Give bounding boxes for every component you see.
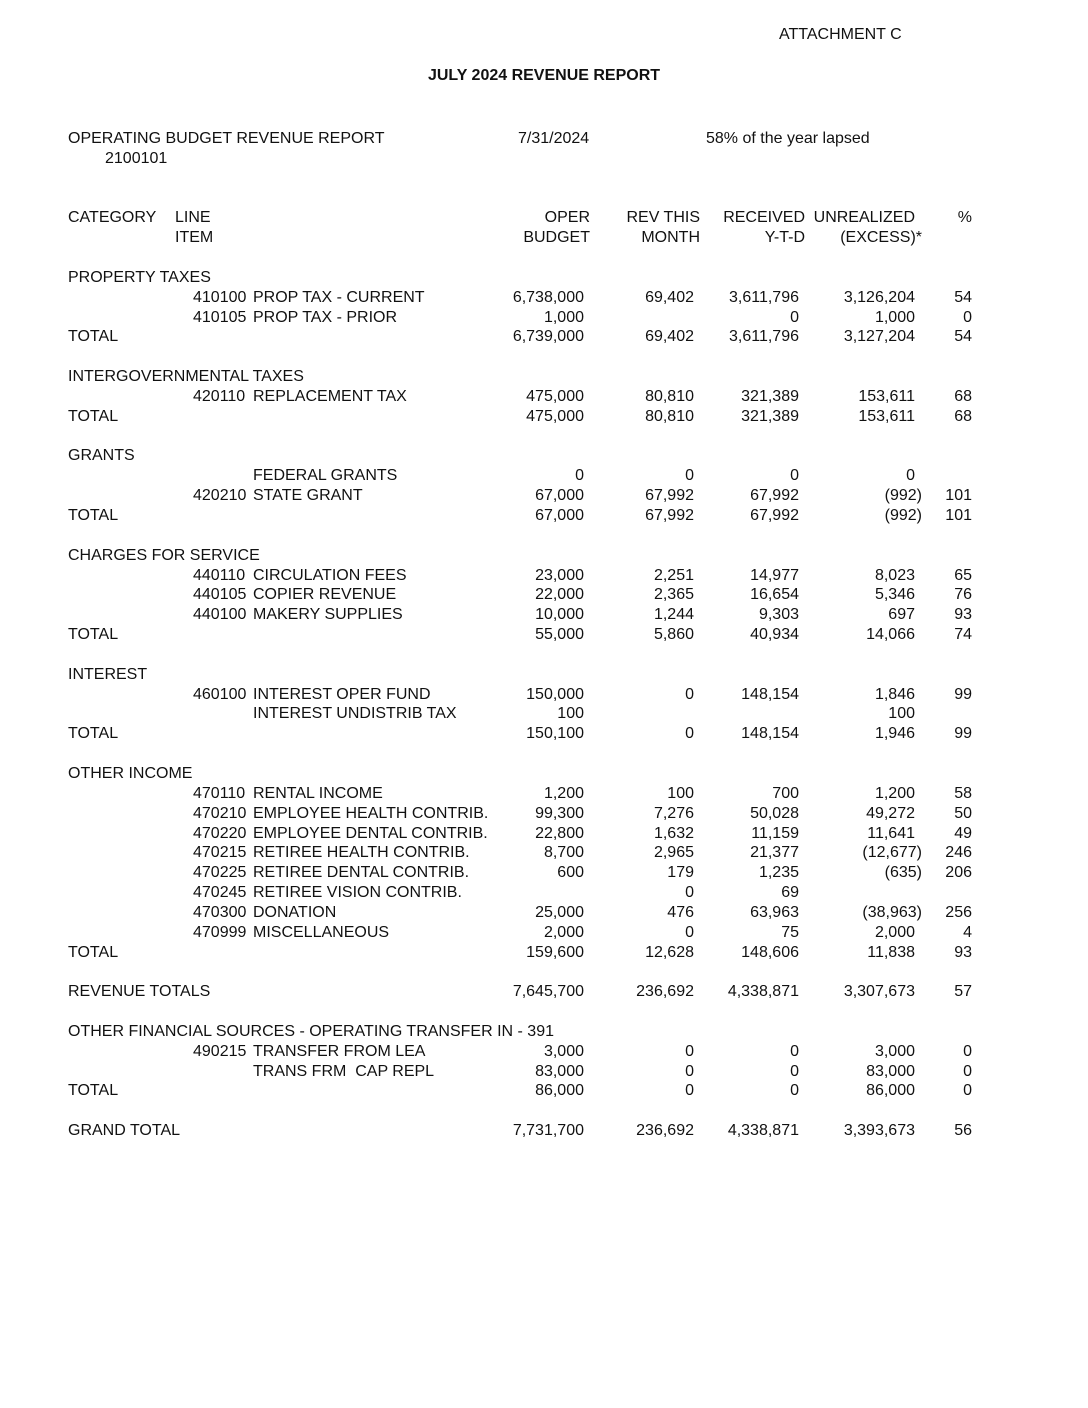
category-row — [0, 1022, 1088, 1042]
line-item-name: EMPLOYEE HEALTH CONTRIB. — [253, 805, 489, 822]
unrealized-cell: 3,127,204 — [843, 328, 915, 345]
rev-this-month-cell: 0 — [685, 884, 694, 901]
rev-this-month-cell: 236,692 — [636, 983, 694, 1000]
category-cell: TOTAL — [68, 626, 119, 643]
line-item-row — [0, 585, 1088, 605]
line-item-code: 440100 — [193, 606, 247, 623]
category-cell: OTHER INCOME — [68, 765, 193, 782]
category-row — [0, 546, 1088, 566]
category-cell: TOTAL — [68, 1082, 119, 1099]
header-budget: BUDGET — [523, 229, 590, 246]
oper-budget-cell: 150,000 — [526, 686, 584, 703]
category-row — [0, 982, 1088, 1002]
oper-budget-cell: 1,000 — [543, 309, 584, 326]
percent-cell: 246 — [945, 844, 972, 861]
percent-cell: 0 — [963, 1082, 972, 1099]
line-item-row — [0, 704, 1088, 724]
attachment-label: ATTACHMENT C — [779, 26, 902, 43]
percent-cell: 206 — [945, 864, 972, 881]
received-ytd-cell: 16,654 — [750, 586, 799, 603]
rev-this-month-cell: 2,965 — [653, 844, 694, 861]
line-item-name: TRANS FRM CAP REPL — [253, 1063, 435, 1080]
category-cell: REVENUE TOTALS — [68, 983, 211, 1000]
received-ytd-cell: 11,159 — [751, 825, 799, 842]
line-item-code: 440110 — [193, 567, 246, 584]
line-item-row — [0, 288, 1088, 308]
received-ytd-cell: 69 — [781, 884, 799, 901]
unrealized-cell: (12,677) — [862, 844, 922, 861]
received-ytd-cell: 0 — [790, 1043, 799, 1060]
unrealized-cell: 11,641 — [867, 825, 915, 842]
oper-budget-cell: 83,000 — [535, 1063, 584, 1080]
unrealized-cell: 697 — [888, 606, 915, 623]
line-item-row — [0, 486, 1088, 506]
percent-cell: 49 — [954, 825, 972, 842]
unrealized-cell: 153,611 — [858, 388, 915, 405]
line-item-name: EMPLOYEE DENTAL CONTRIB. — [253, 825, 488, 842]
line-item-row — [0, 605, 1088, 625]
rev-this-month-cell: 1,632 — [653, 825, 694, 842]
line-item-code: 490215 — [193, 1043, 247, 1060]
received-ytd-cell: 148,606 — [741, 944, 799, 961]
received-ytd-cell: 700 — [772, 785, 799, 802]
category-row — [0, 1121, 1088, 1141]
unrealized-cell: 0 — [906, 467, 915, 484]
oper-budget-cell: 100 — [557, 705, 584, 722]
received-ytd-cell: 0 — [790, 309, 799, 326]
unrealized-cell: 1,846 — [874, 686, 915, 703]
line-item-row — [0, 566, 1088, 586]
report-code: 2100101 — [105, 150, 168, 167]
line-item-code: 470210 — [193, 805, 247, 822]
total-row — [0, 506, 1088, 526]
line-item-name: PROP TAX - CURRENT — [253, 289, 425, 306]
line-item-name: DONATION — [253, 904, 337, 921]
category-cell: GRAND TOTAL — [68, 1122, 181, 1139]
total-row — [0, 943, 1088, 963]
received-ytd-cell: 21,377 — [750, 844, 799, 861]
oper-budget-cell: 7,731,700 — [512, 1122, 584, 1139]
report-date: 7/31/2024 — [518, 130, 590, 147]
line-item-code: 470215 — [193, 844, 247, 861]
unrealized-cell: 153,611 — [858, 408, 915, 425]
percent-cell: 76 — [954, 586, 972, 603]
line-item-code: 470110 — [193, 785, 246, 802]
category-row — [0, 665, 1088, 685]
line-item-code: 470999 — [193, 924, 247, 941]
percent-cell: 0 — [963, 309, 972, 326]
oper-budget-cell: 7,645,700 — [512, 983, 584, 1000]
line-item-name: RETIREE HEALTH CONTRIB. — [253, 844, 470, 861]
percent-cell: 68 — [954, 408, 972, 425]
oper-budget-cell: 67,000 — [535, 507, 584, 524]
received-ytd-cell: 3,611,796 — [729, 328, 799, 345]
unrealized-cell: 49,272 — [866, 805, 915, 822]
oper-budget-cell: 8,700 — [543, 844, 584, 861]
line-item-code: 470220 — [193, 825, 247, 842]
percent-cell: 93 — [954, 944, 972, 961]
line-item-code: 420110 — [193, 388, 246, 405]
percent-cell: 54 — [954, 289, 972, 306]
percent-cell: 50 — [954, 805, 972, 822]
line-item-name: INTEREST OPER FUND — [253, 686, 431, 703]
total-row — [0, 327, 1088, 347]
received-ytd-cell: 75 — [781, 924, 799, 941]
percent-cell: 256 — [945, 904, 972, 921]
line-item-name: REPLACEMENT TAX — [253, 388, 407, 405]
line-item-row — [0, 804, 1088, 824]
category-row — [0, 367, 1088, 387]
line-item-row — [0, 1062, 1088, 1082]
received-ytd-cell: 67,992 — [750, 507, 799, 524]
line-item-row — [0, 903, 1088, 923]
rev-this-month-cell: 0 — [685, 1043, 694, 1060]
line-item-row — [0, 308, 1088, 328]
report-name: OPERATING BUDGET REVENUE REPORT — [68, 130, 385, 147]
line-item-row — [0, 685, 1088, 705]
received-ytd-cell: 148,154 — [741, 725, 799, 742]
rev-this-month-cell: 0 — [685, 924, 694, 941]
header-ytd: Y-T-D — [764, 229, 805, 246]
header-line: LINE — [175, 209, 211, 226]
rev-this-month-cell: 69,402 — [645, 328, 694, 345]
percent-cell: 54 — [954, 328, 972, 345]
received-ytd-cell: 50,028 — [750, 805, 799, 822]
line-item-code: 470225 — [193, 864, 247, 881]
unrealized-cell: 86,000 — [866, 1082, 915, 1099]
line-item-row — [0, 824, 1088, 844]
line-item-code: 440105 — [193, 586, 247, 603]
header-oper: OPER — [544, 209, 590, 226]
oper-budget-cell: 22,000 — [535, 586, 584, 603]
rev-this-month-cell: 69,402 — [645, 289, 694, 306]
line-item-code: 470300 — [193, 904, 247, 921]
oper-budget-cell: 475,000 — [526, 388, 584, 405]
line-item-code: 410105 — [193, 309, 247, 326]
rev-this-month-cell: 67,992 — [645, 507, 694, 524]
header-excess: (EXCESS)* — [840, 229, 922, 246]
rev-this-month-cell: 7,276 — [653, 805, 694, 822]
line-item-name: TRANSFER FROM LEA — [253, 1043, 426, 1060]
percent-cell: 4 — [963, 924, 972, 941]
percent-cell: 65 — [954, 567, 972, 584]
oper-budget-cell: 475,000 — [526, 408, 584, 425]
unrealized-cell: 1,000 — [874, 309, 915, 326]
rev-this-month-cell: 100 — [667, 785, 694, 802]
percent-cell: 101 — [945, 507, 972, 524]
oper-budget-cell: 0 — [575, 467, 584, 484]
header-category: CATEGORY — [68, 209, 157, 226]
oper-budget-cell: 159,600 — [526, 944, 584, 961]
rev-this-month-cell: 0 — [685, 467, 694, 484]
percent-cell: 99 — [954, 725, 972, 742]
category-row — [0, 446, 1088, 466]
oper-budget-cell: 10,000 — [535, 606, 584, 623]
category-cell: TOTAL — [68, 944, 119, 961]
line-item-row — [0, 843, 1088, 863]
rev-this-month-cell: 0 — [685, 686, 694, 703]
oper-budget-cell: 86,000 — [535, 1082, 584, 1099]
rev-this-month-cell: 80,810 — [645, 388, 694, 405]
line-item-name: RETIREE DENTAL CONTRIB. — [253, 864, 470, 881]
oper-budget-cell: 55,000 — [535, 626, 584, 643]
received-ytd-cell: 9,303 — [758, 606, 799, 623]
header-percent: % — [957, 209, 972, 226]
oper-budget-cell: 150,100 — [526, 725, 584, 742]
total-row — [0, 407, 1088, 427]
line-item-row — [0, 387, 1088, 407]
category-cell: TOTAL — [68, 328, 119, 345]
unrealized-cell: (992) — [884, 487, 922, 504]
percent-cell: 68 — [954, 388, 972, 405]
unrealized-cell: (635) — [884, 864, 922, 881]
line-item-code: 470245 — [193, 884, 247, 901]
received-ytd-cell: 14,977 — [750, 567, 799, 584]
received-ytd-cell: 0 — [790, 1063, 799, 1080]
percent-cell: 0 — [963, 1063, 972, 1080]
category-cell: INTERGOVERNMENTAL TAXES — [68, 368, 304, 385]
line-item-name: PROP TAX - PRIOR — [253, 309, 398, 326]
rev-this-month-cell: 179 — [667, 864, 694, 881]
category-cell: TOTAL — [68, 507, 119, 524]
header-received: RECEIVED — [723, 209, 805, 226]
unrealized-cell: (992) — [884, 507, 922, 524]
category-row — [0, 764, 1088, 784]
total-row — [0, 625, 1088, 645]
oper-budget-cell: 6,739,000 — [512, 328, 584, 345]
percent-cell: 58 — [954, 785, 972, 802]
percent-cell: 56 — [954, 1122, 972, 1139]
category-cell: INTEREST — [68, 666, 148, 683]
percent-cell: 93 — [954, 606, 972, 623]
category-cell: CHARGES FOR SERVICE — [68, 547, 260, 564]
line-item-name: CIRCULATION FEES — [253, 567, 407, 584]
line-item-code: 460100 — [193, 686, 247, 703]
received-ytd-cell: 67,992 — [750, 487, 799, 504]
oper-budget-cell: 3,000 — [543, 1043, 584, 1060]
header-rev-this: REV THIS — [626, 209, 700, 226]
received-ytd-cell: 3,611,796 — [729, 289, 799, 306]
line-item-row — [0, 466, 1088, 486]
unrealized-cell: 3,126,204 — [843, 289, 915, 306]
line-item-code: 410100 — [193, 289, 247, 306]
percent-cell: 0 — [963, 1043, 972, 1060]
unrealized-cell: 1,200 — [874, 785, 915, 802]
received-ytd-cell: 148,154 — [741, 686, 799, 703]
received-ytd-cell: 63,963 — [750, 904, 799, 921]
percent-cell: 74 — [954, 626, 972, 643]
percent-cell: 101 — [945, 487, 972, 504]
unrealized-cell: 3,000 — [874, 1043, 915, 1060]
oper-budget-cell: 600 — [557, 864, 584, 881]
rev-this-month-cell: 236,692 — [636, 1122, 694, 1139]
rev-this-month-cell: 67,992 — [645, 487, 694, 504]
unrealized-cell: 3,393,673 — [843, 1122, 915, 1139]
line-item-name: MISCELLANEOUS — [253, 924, 390, 941]
unrealized-cell: 2,000 — [874, 924, 915, 941]
year-lapsed-note: 58% of the year lapsed — [706, 130, 870, 147]
received-ytd-cell: 40,934 — [750, 626, 799, 643]
percent-cell: 99 — [954, 686, 972, 703]
line-item-name: COPIER REVENUE — [253, 586, 397, 603]
rev-this-month-cell: 12,628 — [645, 944, 694, 961]
unrealized-cell: 11,838 — [867, 944, 915, 961]
oper-budget-cell: 25,000 — [535, 904, 584, 921]
header-unrealized: UNREALIZED — [813, 209, 915, 226]
received-ytd-cell: 4,338,871 — [727, 1122, 799, 1139]
rev-this-month-cell: 0 — [685, 725, 694, 742]
rev-this-month-cell: 2,251 — [653, 567, 694, 584]
oper-budget-cell: 23,000 — [535, 567, 584, 584]
category-cell: GRANTS — [68, 447, 135, 464]
received-ytd-cell: 4,338,871 — [727, 983, 799, 1000]
line-item-row — [0, 1042, 1088, 1062]
rev-this-month-cell: 476 — [667, 904, 694, 921]
rev-this-month-cell: 80,810 — [645, 408, 694, 425]
header-item: ITEM — [175, 229, 214, 246]
line-item-name: STATE GRANT — [253, 487, 363, 504]
header-month: MONTH — [641, 229, 700, 246]
unrealized-cell: 83,000 — [866, 1063, 915, 1080]
category-row — [0, 268, 1088, 288]
oper-budget-cell: 6,738,000 — [512, 289, 584, 306]
unrealized-cell: (38,963) — [862, 904, 922, 921]
category-cell: TOTAL — [68, 725, 119, 742]
total-row — [0, 1081, 1088, 1101]
line-item-name: MAKERY SUPPLIES — [253, 606, 403, 623]
line-item-name: FEDERAL GRANTS — [253, 467, 398, 484]
unrealized-cell: 5,346 — [874, 586, 915, 603]
received-ytd-cell: 321,389 — [741, 408, 799, 425]
line-item-row — [0, 883, 1088, 903]
unrealized-cell: 1,946 — [874, 725, 915, 742]
report-title: JULY 2024 REVENUE REPORT — [427, 67, 661, 84]
category-cell: OTHER FINANCIAL SOURCES - OPERATING TRANSFER IN - 391 — [68, 1023, 554, 1040]
rev-this-month-cell: 1,244 — [653, 606, 694, 623]
received-ytd-cell: 0 — [790, 1082, 799, 1099]
oper-budget-cell: 99,300 — [535, 805, 584, 822]
unrealized-cell: 3,307,673 — [843, 983, 915, 1000]
oper-budget-cell: 2,000 — [543, 924, 584, 941]
rev-this-month-cell: 0 — [685, 1082, 694, 1099]
line-item-name: RENTAL INCOME — [253, 785, 383, 802]
total-row — [0, 724, 1088, 744]
oper-budget-cell: 67,000 — [535, 487, 584, 504]
rev-this-month-cell: 5,860 — [653, 626, 694, 643]
unrealized-cell: 8,023 — [874, 567, 915, 584]
oper-budget-cell: 1,200 — [543, 785, 584, 802]
line-item-name: RETIREE VISION CONTRIB. — [253, 884, 462, 901]
unrealized-cell: 100 — [888, 705, 915, 722]
line-item-name: INTEREST UNDISTRIB TAX — [253, 705, 457, 722]
oper-budget-cell: 22,800 — [535, 825, 584, 842]
line-item-code: 420210 — [193, 487, 247, 504]
rev-this-month-cell: 2,365 — [653, 586, 694, 603]
unrealized-cell: 14,066 — [866, 626, 915, 643]
received-ytd-cell: 1,235 — [758, 864, 799, 881]
percent-cell: 57 — [954, 983, 972, 1000]
line-item-row — [0, 784, 1088, 804]
line-item-row — [0, 923, 1088, 943]
rev-this-month-cell: 0 — [685, 1063, 694, 1080]
received-ytd-cell: 0 — [790, 467, 799, 484]
category-cell: TOTAL — [68, 408, 119, 425]
line-item-row — [0, 863, 1088, 883]
category-cell: PROPERTY TAXES — [68, 269, 211, 286]
received-ytd-cell: 321,389 — [741, 388, 799, 405]
